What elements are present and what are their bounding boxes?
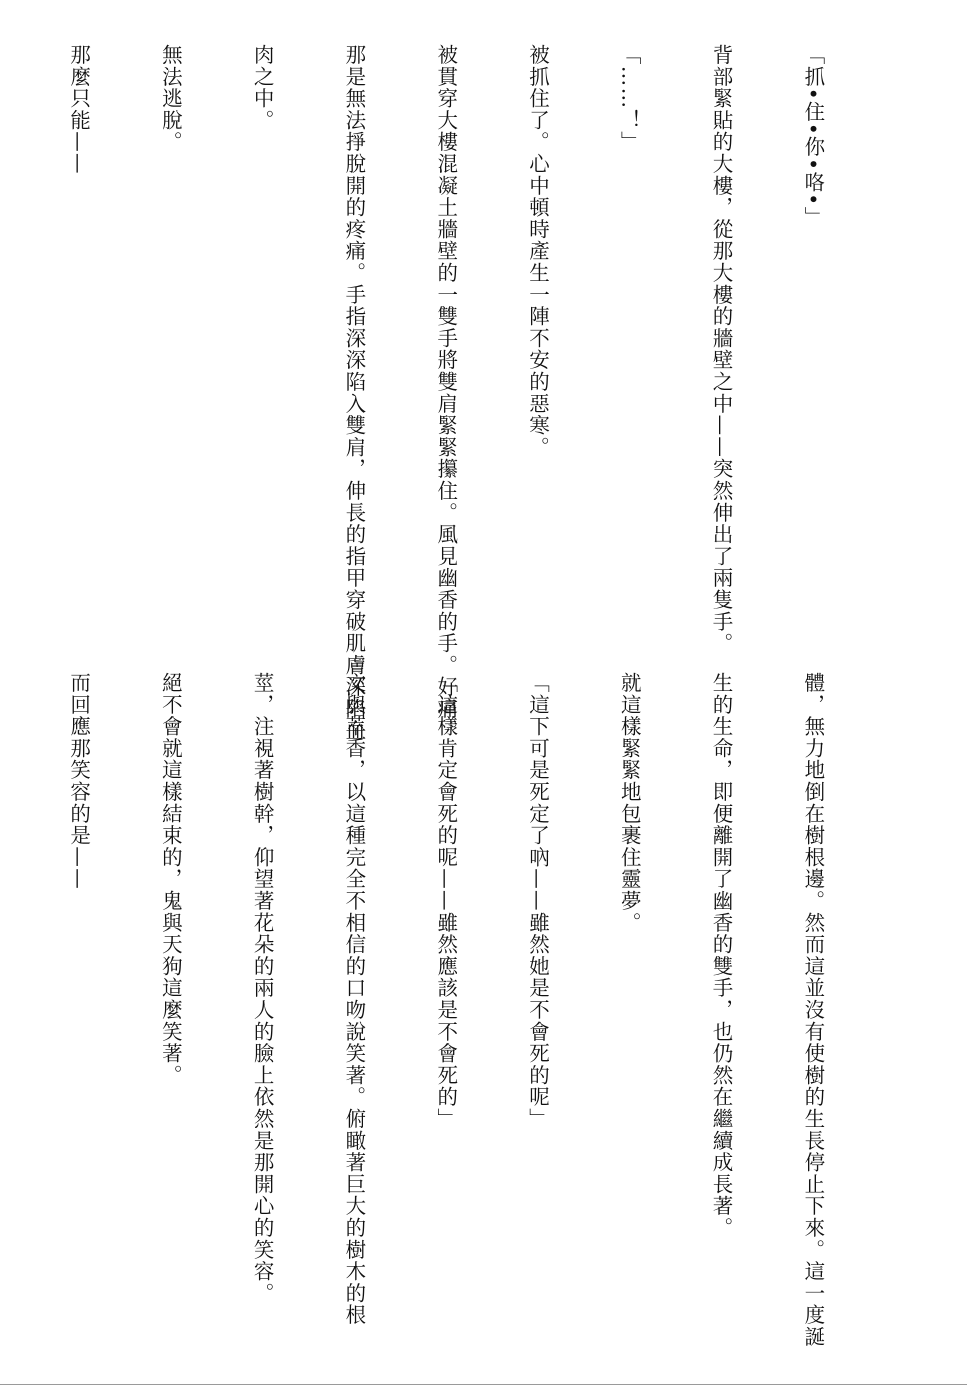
text-column: 被抓住了。心中頓時產生一陣不安的惡寒。 bbox=[525, 44, 550, 459]
text-column: 那麼只能—— bbox=[66, 44, 91, 175]
lower-text-block bbox=[66, 672, 889, 1348]
upper-text-block bbox=[66, 44, 889, 742]
text-column: 被貫穿大樓混凝土牆壁的一雙手將雙肩緊緊攥住。風見幽香的手。好痛。 bbox=[433, 44, 458, 742]
text-column: 背部緊貼的大樓，從那大樓的牆壁之中——突然伸出了兩隻手。 bbox=[709, 44, 734, 655]
text-column: 「……！」 bbox=[617, 44, 642, 153]
text-column: 無法逃脫。 bbox=[158, 44, 183, 153]
text-column: 絕不會就這樣結束的，鬼與天狗這麼笑著。 bbox=[158, 672, 183, 1087]
page-bottom-rule bbox=[0, 1384, 967, 1385]
text-column: 文與萃香，以這種完全不相信的口吻說笑著。俯瞰著巨大的樹木的根 bbox=[341, 672, 366, 1326]
text-column: 「這樣肯定會死的呢——雖然應該是不會死的」 bbox=[433, 672, 458, 1130]
text-column: 「這下可是死定了吶——雖然她是不會死的呢」 bbox=[525, 672, 550, 1130]
text-column: 「抓•住•你•咯•」 bbox=[800, 44, 825, 229]
text-column: 就這樣緊緊地包裹住靈夢。 bbox=[617, 672, 642, 934]
text-column: 體，無力地倒在樹根邊。然而這並沒有使樹的生長停止下來。這一度誕 bbox=[800, 672, 825, 1348]
text-column bbox=[0, 672, 2, 1328]
text-column: 生的生命，即便離開了幽香的雙手，也仍然在繼續成長著。 bbox=[709, 672, 734, 1239]
text-column bbox=[0, 44, 2, 664]
text-column: 莖，注視著樹幹，仰望著花朵的兩人的臉上依然是那開心的笑容。 bbox=[250, 672, 275, 1305]
text-column: 那是無法掙脫開的疼痛。手指深深陷入雙肩，伸長的指甲穿破肌膚深陷血 bbox=[341, 44, 366, 742]
text-column: 肉之中。 bbox=[250, 44, 275, 132]
text-column: 而回應那笑容的是—— bbox=[66, 672, 91, 890]
